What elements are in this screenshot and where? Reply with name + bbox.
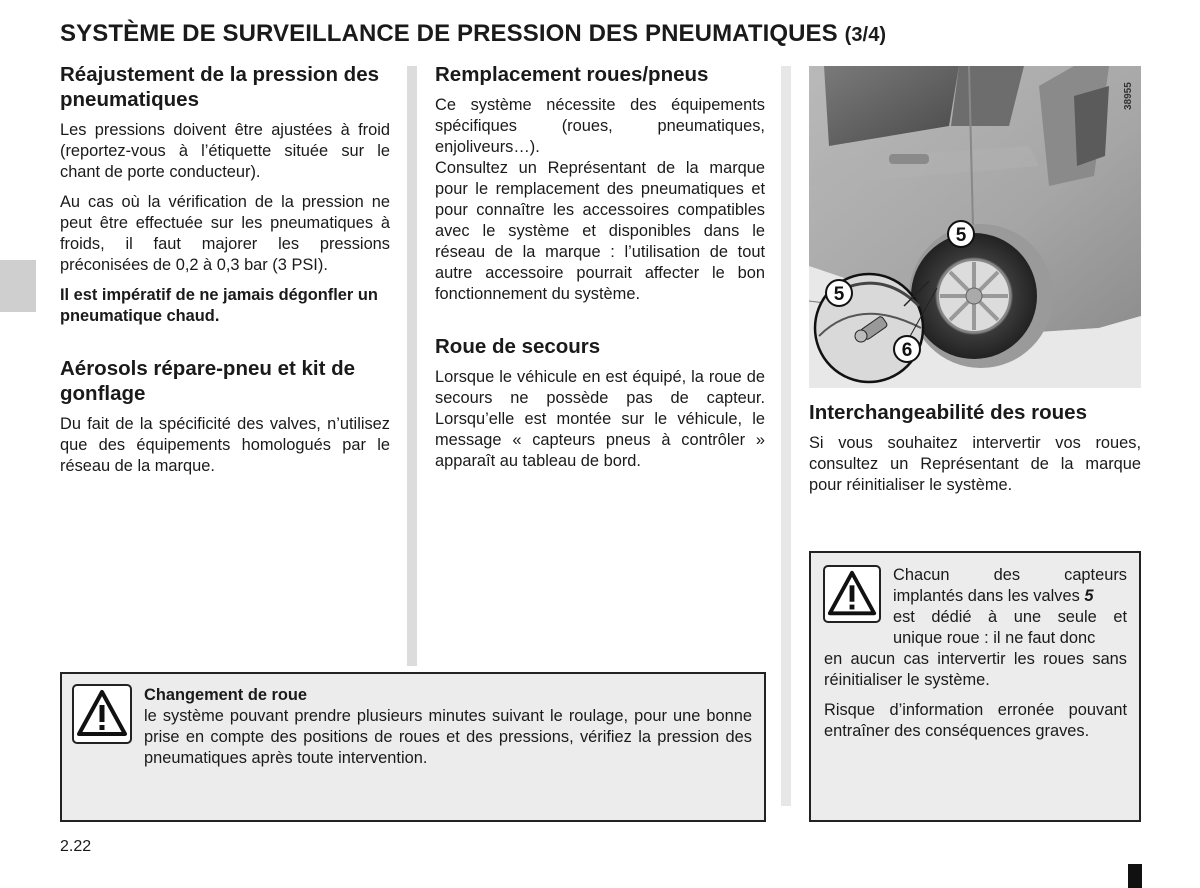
svg-text:6: 6 bbox=[901, 340, 913, 361]
para-pressure-cold: Les pressions doivent être ajustées à froid (reportez-vous à l’étiquette située sur le chant de porte conducteur). bbox=[60, 121, 390, 181]
warning-right-line-5: en aucun cas intervertir les roues sans réinitialiser le système. bbox=[824, 650, 1127, 689]
page-title bbox=[60, 20, 886, 48]
car-wheel-illustration bbox=[809, 66, 1141, 388]
warning-left-title: Changement de roue bbox=[144, 686, 308, 704]
page-number: 2.22 bbox=[60, 838, 92, 855]
para-interchangeability: Si vous souhaitez intervertir vos roues, consultez un Représentant de la marque pour réinitialiser le système. bbox=[809, 434, 1141, 494]
column-divider-1 bbox=[407, 66, 417, 666]
warning-triangle-icon bbox=[823, 565, 881, 623]
svg-text:5: 5 bbox=[833, 284, 845, 305]
warning-right-para-2: Risque d’information erronée pouvant entraîner des conséquences graves. bbox=[824, 701, 1127, 740]
para-specific-equipment: Ce système nécessite des équipements spécifiques (roues, pneumatiques, enjoliveurs…). bbox=[435, 96, 765, 156]
heading-replacement: Remplacement roues/pneus bbox=[435, 63, 709, 86]
callout-5-top bbox=[948, 221, 974, 247]
warning-right-line-1: Chacun des capteurs bbox=[893, 566, 1127, 584]
para-spare-wheel: Lorsque le véhicule en est équipé, la roue de secours ne possède pas de capteur. Lorsqu’elle est montée sur le véhicule, le message « capteurs pneus à contrôler » apparaît au tableau de bord. bbox=[435, 368, 765, 470]
warning-right-lines bbox=[893, 565, 1127, 649]
svg-text:5: 5 bbox=[955, 225, 967, 246]
title-part: (3/4) bbox=[844, 24, 887, 46]
warning-box-sensors bbox=[809, 551, 1141, 822]
warning-left-content bbox=[144, 685, 752, 769]
corner-mark bbox=[1128, 864, 1142, 888]
para-never-deflate: Il est impératif de ne jamais dégonfler un pneumatique chaud. bbox=[60, 286, 378, 325]
valve-ref: 5 bbox=[1084, 587, 1094, 605]
warning-right-rest bbox=[824, 649, 1127, 742]
column-3 bbox=[809, 400, 1141, 496]
title-text: SYSTÈME DE SURVEILLANCE DE PRESSION DES PNEUMATIQUES bbox=[60, 20, 838, 47]
warning-triangle-icon bbox=[72, 684, 132, 744]
warning-right-line-4: unique roue : il ne faut donc bbox=[893, 629, 1096, 647]
column-1 bbox=[60, 62, 390, 477]
figure-id: 38955 bbox=[1123, 82, 1134, 110]
callout-5-left bbox=[826, 280, 852, 306]
column-2 bbox=[435, 62, 765, 472]
chapter-tab bbox=[0, 260, 36, 312]
warning-right-line-3: est dédié à une seule et bbox=[893, 608, 1127, 626]
heading-aerosols: Aérosols répare-pneu et kit de gonflage bbox=[60, 357, 356, 405]
warning-right-line-2: implantés dans les valves 5 bbox=[893, 587, 1094, 605]
para-consult-representative: Consultez un Représentant de la marque pour le remplacement des pneumatiques et pour connaître les accessoires compatibles avec le système et disponibles dans le réseau de la marque : l’utilisation de tout autre accessoire pourrait affecter le bon fonctionnement du système. bbox=[435, 159, 765, 303]
heading-spare-wheel: Roue de secours bbox=[435, 335, 601, 358]
column-divider-2 bbox=[781, 66, 791, 806]
heading-interchangeability: Interchangeabilité des roues bbox=[809, 401, 1087, 424]
para-pressure-warm: Au cas où la vérification de la pression ne peut être effectuée sur les pneumatiques à froids, il faut majorer les pressions préconisées de 0,2 à 0,3 bar (3 PSI). bbox=[60, 193, 390, 274]
warning-box-wheel-change bbox=[60, 672, 766, 822]
warning-left-text: le système pouvant prendre plusieurs minutes suivant le roulage, pour une bonne prise en compte des positions de roues et des pressions, vérifiez la pression des pneumatiques après toute intervention. bbox=[144, 707, 752, 767]
heading-pressure-adjust: Réajustement de la pression des pneumatiques bbox=[60, 63, 380, 111]
para-aerosols: Du fait de la spécificité des valves, n’utilisez que des équipements homologués par le réseau de la marque. bbox=[60, 415, 390, 475]
callout-6 bbox=[894, 336, 920, 362]
